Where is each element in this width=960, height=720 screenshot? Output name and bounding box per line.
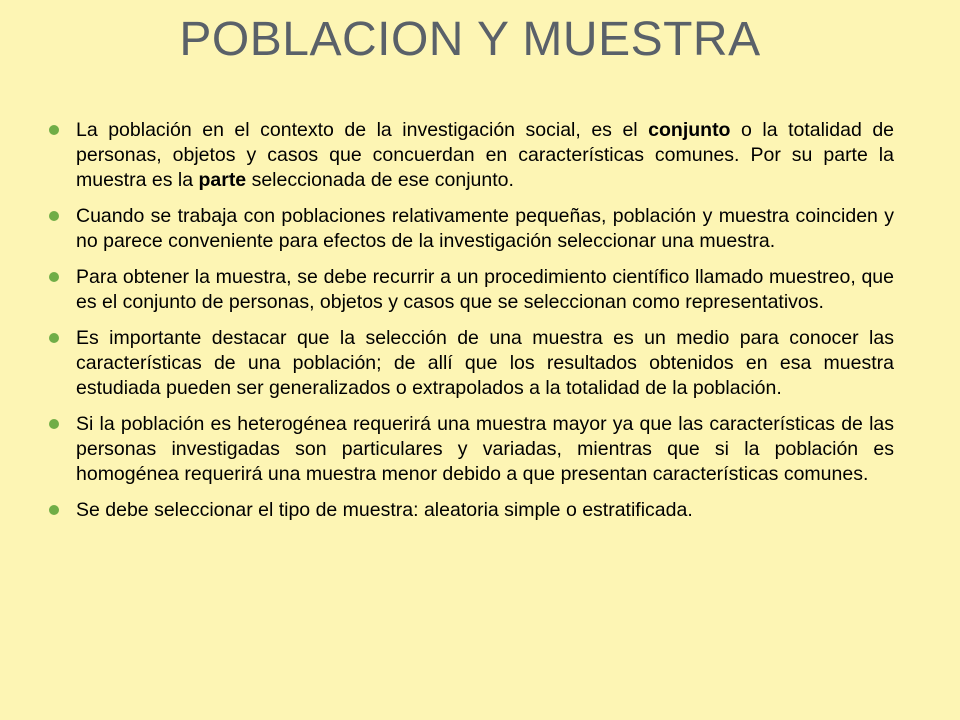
bullet-text: Es importante destacar que la selección de una muestra es un medio para conocer las características de una población; de allí que los resultados obtenidos en esa muestra estudiada pueden ser generalizados o extrapolados a la totalidad de la población.: [76, 327, 894, 399]
bullet-text: Para obtener la muestra, se debe recurrir a un procedimiento científico llamado muestreo, que es el conjunto de personas, objetos y casos que se seleccionan como representativos.: [76, 266, 894, 313]
bullet-item-2: [48, 204, 894, 254]
bullet-text: Si la población es heterogénea requerirá una muestra mayor ya que las características de las personas investigadas son particulares y variadas, mientras que si la población es homogénea requerirá una muestra menor debido a que presentan características comunes.: [76, 413, 894, 485]
bullet-item-5: [48, 412, 894, 487]
bullet-item-4: [48, 326, 894, 401]
bullet-item-3: [48, 265, 894, 315]
bullet-icon: [48, 124, 60, 136]
slide-title: POBLACION Y MUESTRA: [179, 13, 761, 66]
bullet-icon: [48, 210, 60, 222]
bullet-item-1: [48, 118, 894, 193]
emphasis-parte: parte: [198, 169, 247, 191]
emphasis-conjunto: conjunto: [648, 119, 731, 141]
bullet-text: Cuando se trabaja con poblaciones relativamente pequeñas, población y muestra coinciden y no parece conveniente para efectos de la investigación seleccionar una muestra.: [76, 205, 894, 252]
bullet-icon: [48, 504, 60, 516]
bullet-icon: [48, 271, 60, 283]
bullet-icon: [48, 332, 60, 344]
bullet-text: La población en el contexto de la investigación social, es el conjunto o la totalidad de personas, objetos y casos que concuerdan en características comunes. Por su parte la muestra es la parte seleccionada de ese conjunto.: [76, 119, 895, 191]
bullet-text: Se debe seleccionar el tipo de muestra: aleatoria simple o estratificada.: [76, 499, 693, 521]
bullet-icon: [48, 418, 60, 430]
bullet-item-6: [48, 498, 894, 523]
bullet-list: [48, 118, 894, 534]
